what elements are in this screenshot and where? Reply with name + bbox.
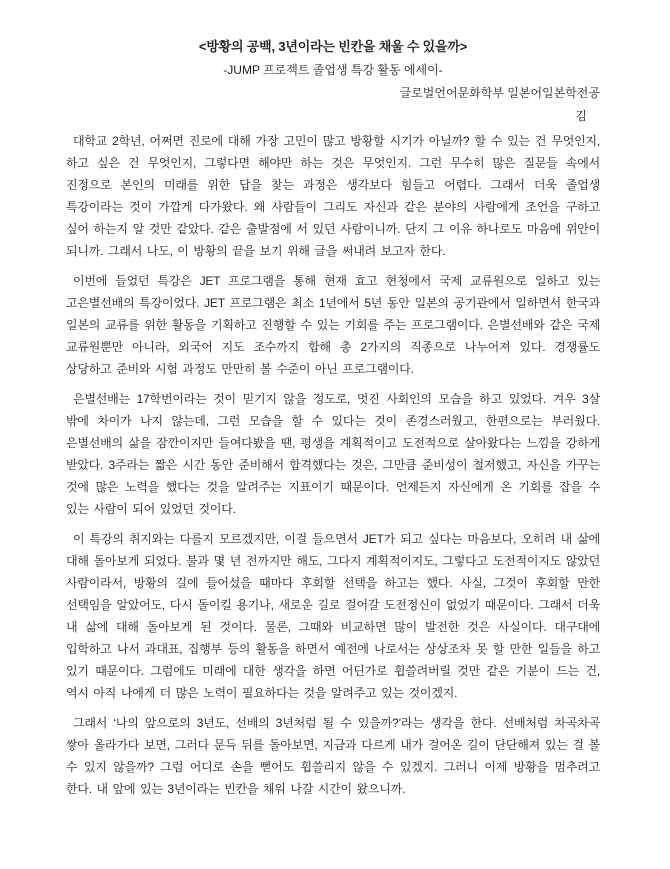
document-title: <방황의 공백, 3년이라는 빈칸을 채울 수 있을까> (198, 39, 468, 54)
document-page (66, 36, 600, 800)
document-subtitle: -JUMP 프로젝트 졸업생 특강 활동 에세이- (223, 63, 443, 77)
essay-paragraph-jet-program: 이번에 들었던 특강은 JET 프로그램을 통해 현재 효고 현청에서 국제 교류원으로 일하고 있는 고은별선배의 특강이었다. JET 프로그램은 최소 1년에서 5년 동안 일본의 공기관에서 일하면서 한국과 일본의 교류를 위한 활동을 기획하고 진행할 수 있는 기회를 주는 프로그램이다. 은별선배와 같은 국제 교류원뿐만 아니라, 외국어 지도 조수까지 합해 총 2가지의 직종으로 나누어져 있다. 경쟁률도 상당하고 준비와 시험 과정도 만만히 볼 수준이 아닌 프로그램이다. (66, 274, 600, 376)
author-affiliation: 글로벌언어문화학부 일본어일본학전공 (399, 86, 600, 100)
author-name: 김 (575, 109, 587, 123)
essay-paragraph-reflection: 이 특강의 취지와는 다를지 모르겠지만, 이걸 들으면서 JET가 되고 싶다는 마음보다, 오히려 내 삶에 대해 돌아보게 되었다. 불과 몇 년 전까지만 해도, 그다지 계획적이지도, 그렇다고 도전적이지도 않았던 사람이라서, 방황의 길에 들어섰을 때마다 후회할 선택을 하고는 했다. 사실, 그것이 후회할 만한 선택임을 알았어도, 다시 돌이킬 용기나, 새로운 길로 걸어갈 도전정신이 없었기 때문이다. 그래서 더욱 내 삶에 대해 돌아보게 된 것이다. 물론, 그때와 비교하면 많이 발전한 것은 사실이다. 대구대에 입학하고 나서 과대표, 집행부 등의 활동을 하면서 예전에 나로서는 상상조차 못 할 만한 일들을 하고 있기 때문이다. 그럼에도 미래에 대한 생각을 하면 어딘가로 휩쓸려버릴 것만 같은 기분이 드는 건, 역시 아직 나에게 더 많은 노력이 필요하다는 것을 알려주고 있는 것이겠지. (66, 532, 600, 700)
essay-paragraph-intro: 대학교 2학년, 어쩌면 진로에 대해 가장 고민이 많고 방황할 시기가 아닐까? 할 수 있는 건 무엇인지, 하고 싶은 건 무엇인지, 그렇다면 해야만 하는 것은 무엇인지. 그런 무수히 많은 질문들 속에서 진정으로 본인의 미래를 위한 답을 찾는 과정은 생각보다 힘들고 어렵다. 그래서 더욱 졸업생 특강이라는 것이 가깝게 다가왔다. 왜 사람들이 그리도 자신과 같은 분야의 사람에게 조언을 구하고 싶어 하는지 알 것만 같았다. 같은 출발점에 서 있던 사람이니까. 단지 그 이유 하나로도 마음에 위안이 되니까. 그래서 나도, 이 방황의 끝을 보기 위해 글을 써내려 보고자 한다. (66, 134, 600, 258)
essay-paragraph-senior: 은별선배는 17학번이라는 것이 믿기지 않을 정도로, 멋진 사회인의 모습을 하고 있었다. 겨우 3살 밖에 차이가 나지 않는데, 그런 모습을 할 수 있다는 것이 존경스러웠고, 한편으로는 부러웠다. 은별선배의 삶을 잠깐이지만 들여다봤을 땐, 평생을 계획적이고 도전적으로 살아왔다는 느낌을 강하게 받았다. 3주라는 짧은 시간 동안 준비해서 합격했다는 것은, 그만큼 준비성이 철저했고, 자신을 가꾸는 것에 많은 노력을 했다는 것을 알려주는 지표이기 때문이다. 언제든지 자신에게 온 기회를 잡을 수 있는 사람이 되어 있었던 것이다. (66, 392, 600, 516)
essay-paragraph-conclusion: 그래서 ‘나의 앞으로의 3년도, 선배의 3년처럼 될 수 있을까?’라는 생각을 한다. 선배처럼 차곡차곡 쌓아 올라가다 보면, 그러다 문득 뒤를 돌아보면, 지금과 다르게 내가 걸어온 길이 단단해져 있는 걸 볼 수 있지 않을까? 그럼 어디로 손을 뻗어도 휩쓸리지 않을 수 있겠지. 그러니 이제 방황을 멈추려고 한다. 내 앞에 있는 3년이라는 빈칸을 채워 나갈 시간이 왔으니까. (66, 716, 600, 796)
